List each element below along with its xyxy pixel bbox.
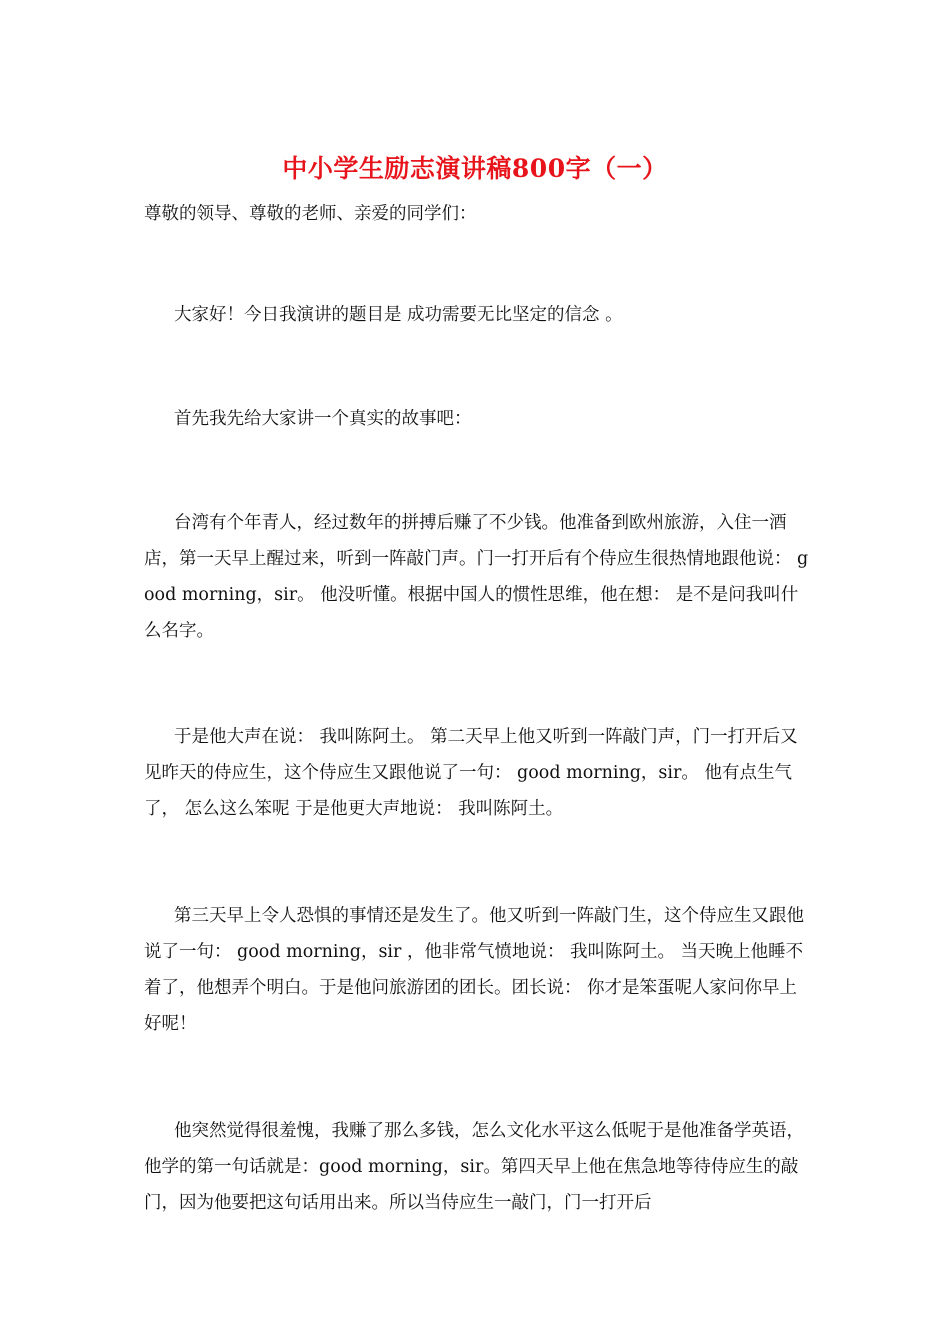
paragraph-5: 第三天早上令人恐惧的事情还是发生了。他又听到一阵敲门生，这个侍应生又跟他说了一句： good morning，sir ，他非常气愤地说： 我叫陈阿土。 当天晚上他睡不着了，他想弄个明白。于是他问旅游团的团长。团长说： 你才是笨蛋呢人家问你早上好呢！	[144, 906, 804, 1034]
paragraph-1: 大家好！今日我演讲的题目是 成功需要无比坚定的信念 。	[174, 305, 623, 325]
paragraph-4: 于是他大声在说： 我叫陈阿土。 第二天早上他又听到一阵敲门声，门一打开后又见昨天的侍应生，这个侍应生又跟他说了一句： good morning，sir。 他有点生气了， 怎么这么笨呢 于是他更大声地说： 我叫陈阿土。	[144, 727, 798, 819]
paragraph-3: 台湾有个年青人，经过数年的拼搏后赚了不少钱。他准备到欧州旅游，入住一酒店，第一天早上醒过来，听到一阵敲门声。门一打开后有个侍应生很热情地跟他说： good morning，sir。 他没听懂。根据中国人的惯性思维，他在想： 是不是问我叫什么名字。	[144, 513, 809, 641]
paragraph-6: 他突然觉得很羞愧，我赚了那么多钱，怎么文化水平这么低呢于是他准备学英语，他学的第一句话就是：good morning，sir。第四天早上他在焦急地等待侍应生的敲门，因为他要把这句话用出来。所以当侍应生一敲门，门一打开后	[144, 1121, 804, 1213]
salutation: 尊敬的领导、尊敬的老师、亲爱的同学们：	[144, 204, 477, 224]
document-title: 中小学生励志演讲稿800字（一）	[282, 154, 668, 183]
paragraph-2: 首先我先给大家讲一个真实的故事吧：	[174, 409, 472, 429]
